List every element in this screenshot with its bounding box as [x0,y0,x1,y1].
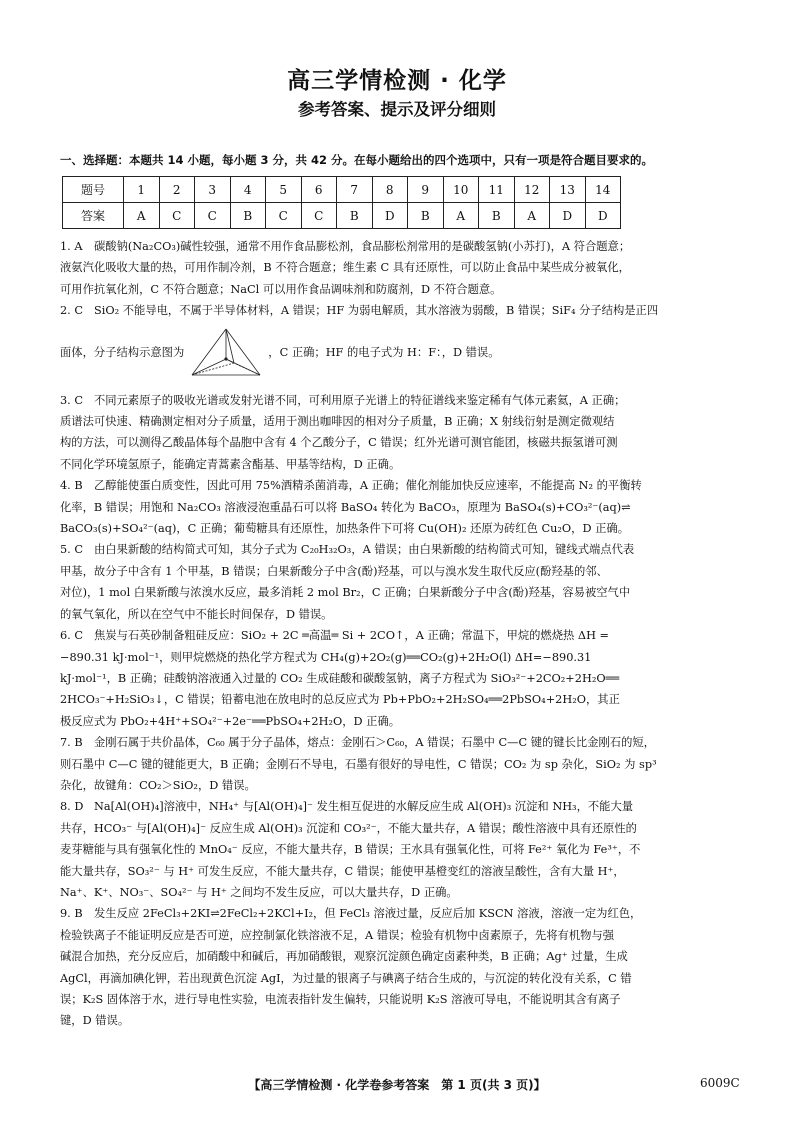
explanation-line: 误；K₂S 固体溶于水，进行导电性实验，电流表指针发生偏转，只能说明 K₂S 溶液可导电，不能说明其含有离子 [60,993,621,1006]
table-cell: 3 [195,177,231,203]
row-label-answer: 答案 [63,203,124,229]
table-cell: D [550,203,586,229]
explanation-line: 共存，HCO₃⁻ 与[Al(OH)₄]⁻ 反应生成 Al(OH)₃ 沉淀和 CO₃²⁻，不能大量共存，A 错误；酸性溶液中具有还原性的 [60,821,637,835]
table-cell: C [195,203,231,229]
question-number: 1. A [60,240,83,253]
question-2 [60,300,742,383]
explanation-line: 不同化学环境氢原子，能确定青蒿素含酯基、甲基等结构，D 正确。 [60,457,401,471]
question-1 [60,236,742,300]
explanation-line: 液氨汽化吸收大量的热，可用作制冷剂，B 不符合题意；维生素 C 具有还原性，可以防止食品中某些成分被氧化， [60,261,630,275]
explanation-line: SiO₂ 不能导电，不属于半导体材料，A 错误；HF 为弱电解质，其水溶液为弱酸，B 错误；SiF₄ 分子结构是正四 [94,304,659,318]
section-heading: 一、选择题：本题共 14 小题，每小题 3 分，共 42 分。在每小题给出的四个选项中，只有一项是符合题目要求的。 [60,153,654,167]
table-cell: 10 [443,177,479,203]
table-cell: 11 [479,177,515,203]
explanation-line: 2HCO₃⁻+H₂SiO₃↓，C 错误；铅蓄电池在放电时的总反应式为 Pb+PbO₂+2H₂SO₄══2PbSO₄+2H₂O，其正 [60,693,620,707]
table-cell: 12 [514,177,550,203]
page-subtitle: 参考答案、提示及评分细则 [298,100,496,119]
table-cell: 1 [124,177,160,203]
explanation-line: 由白果新酸的结构简式可知，其分子式为 C₂₀H₃₂O₃，A 错误；由白果新酸的结构简式可知，键线式端点代表 [94,543,635,557]
explanation-line: −890.31 kJ·mol⁻¹，则甲烷燃烧的热化学方程式为 CH₄(g)+2O₂(g)══CO₂(g)+2H₂O(l) ΔH=−890.31 [60,650,592,664]
explanations [60,236,742,1032]
table-cell: C [266,203,302,229]
answer-table [62,176,621,229]
question-5 [60,539,742,625]
explanation-line: Na[Al(OH)₄]溶液中，NH₄⁺ 与[Al(OH)₄]⁻ 发生相互促进的水解反应生成 Al(OH)₃ 沉淀和 NH₃，不能大量 [94,800,634,814]
explanation-line: 检验铁离子不能证明反应是否可逆，应控制氯化铁溶液不足，A 错误；检验有机物中卤素原子，先将有机物与强 [60,928,615,942]
explanation-line: ，C 正确；HF 的电子式为 H：F：，D 错误。 [268,345,500,359]
table-cell: D [585,203,621,229]
question-7 [60,732,742,796]
explanation-line: 可用作抗氧化剂，C 不符合题意；NaCl 可以用作食品调味剂和防腐剂，D 不符合题意。 [60,282,502,296]
question-9 [60,903,742,1031]
question-number: 2. C [60,304,84,318]
explanation-line: 质谱法可快速、精确测定相对分子质量，适用于测出咖啡因的相对分子质量，B 正确；X 射线衍射是测定微观结 [60,415,615,429]
table-cell: 13 [550,177,586,203]
explanation-line: 极反应式为 PbO₂+4H⁺+SO₄²⁻+2e⁻══PbSO₄+2H₂O，D 正确。 [60,714,401,728]
page-title: 高三学情检测 · 化学 [287,68,507,94]
explanation-line: 面体，分子结构示意图为 [60,345,185,359]
table-row [63,203,621,229]
explanation-line: 则石墨中 C—C 键的键能更大，B 正确；金刚石不导电，石墨有很好的导电性，C 错误；CO₂ 为 sp 杂化，SiO₂ 为 sp³ [60,757,657,771]
question-4 [60,475,742,539]
question-number: 3. C [60,393,84,407]
table-cell: 8 [372,177,408,203]
explanation-line: 构的方法，可以测得乙酸晶体每个晶胞中含有 4 个乙酸分子，C 错误；红外光谱可测官能团，核磁共振氢谱可测 [60,436,618,450]
sif4-structure-diagram [188,325,264,381]
table-row [63,177,621,203]
explanation-line: 碳酸钠(Na₂CO₃)碱性较强，通常不用作食品膨松剂，食品膨松剂常用的是碳酸氢钠(小苏打)，A 符合题意； [94,240,631,253]
table-cell: B [408,203,444,229]
explanation-line: 化率，B 错误；用饱和 Na₂CO₃ 溶液浸泡重晶石可以将 BaSO₄ 转化为 BaCO₃，原理为 BaSO₄(s)+CO₃²⁻(aq)⇌ [60,500,631,514]
table-cell: 6 [301,177,337,203]
explanation-line: 麦芽糖能与具有强氧化性的 MnO₄⁻ 反应，不能大量共存，B 错误；王水具有强氧化性，可将 Fe²⁺ 氧化为 Fe³⁺，不 [60,843,641,857]
table-cell: A [514,203,550,229]
table-cell: C [301,203,337,229]
table-cell: 7 [337,177,373,203]
page-footer: 【高三学情检测 · 化学卷参考答案 第 1 页(共 3 页)】 [248,1078,546,1092]
table-cell: B [337,203,373,229]
table-cell: 5 [266,177,302,203]
table-cell: 9 [408,177,444,203]
question-number: 5. C [60,543,84,557]
explanation-line: 焦炭与石英砂制备粗硅反应：SiO₂ + 2C ═高温═ Si + 2CO↑，A 正确；常温下，甲烷的燃烧热 ΔH = [94,629,609,643]
explanation-line: 甲基，故分子中含有 1 个甲基，B 错误；白果新酸分子中含(酚)羟基，可以与溴水发生取代反应(酚羟基的邻、 [60,564,608,578]
table-cell: D [372,203,408,229]
explanation-line: BaCO₃(s)+SO₄²⁻(aq)，C 正确；葡萄糖具有还原性，加热条件下可将 Cu(OH)₂ 还原为砖红色 Cu₂O，D 正确。 [60,522,630,536]
explanation-line: kJ·mol⁻¹，B 正确；硅酸钠溶液通入过量的 CO₂ 生成硅酸和碳酸氢钠，离子方程式为 SiO₃²⁻+2CO₂+2H₂O══ [60,671,620,685]
question-number: 9. B [60,907,83,921]
paper-code: 6009C [700,1076,740,1090]
explanation-line: AgCl，再滴加碘化钾，若出现黄色沉淀 AgI，为过量的银离子与碘离子结合生成的，与沉淀的转化没有关系，C 错 [60,971,632,985]
explanation-line: 能大量共存，SO₃²⁻ 与 H⁺ 可发生反应，不能大量共存，C 错误；能使甲基橙变红的溶液呈酸性，含有大量 H⁺， [60,864,625,878]
table-cell: A [443,203,479,229]
question-number: 7. B [60,736,83,750]
explanation-line: 不同元素原子的吸收光谱或发射光谱不同，可利用原子光谱上的特征谱线来鉴定稀有气体元素氦，A 正确； [94,393,626,407]
explanation-line: 碱混合加热，充分反应后，加硝酸中和碱后，再加硝酸银，观察沉淀颜色确定卤素种类，B 正确；Ag⁺ 过量，生成 [60,950,628,964]
explanation-line: 发生反应 2FeCl₃+2KI⇌2FeCl₂+2KCl+I₂，但 FeCl₃ 溶液过量，反应后加 KSCN 溶液，溶液一定为红色， [94,907,642,921]
question-3 [60,390,742,476]
table-cell: C [159,203,195,229]
table-cell: 2 [159,177,195,203]
row-label-number: 题号 [63,177,124,203]
table-cell: B [479,203,515,229]
explanation-line: 乙醇能使蛋白质变性，因此可用 75%酒精杀菌消毒，A 正确；催化剂能加快反应速率，不能提高 N₂ 的平衡转 [94,479,642,493]
explanation-line: 杂化，故键角：CO₂＞SiO₂，D 错误。 [60,778,256,792]
explanation-line: 的氧气氧化，所以在空气中不能长时间保存，D 错误。 [60,607,333,621]
question-8 [60,796,742,903]
table-cell: 4 [230,177,266,203]
explanation-line: 对位)，1 mol 白果新酸与浓溴水反应，最多消耗 2 mol Br₂，C 正确；白果新酸分子中含(酚)羟基，容易被空气中 [60,586,631,600]
table-cell: A [124,203,160,229]
table-cell: 14 [585,177,621,203]
table-cell: B [230,203,266,229]
explanation-line: Na⁺、K⁺、NO₃⁻、SO₄²⁻ 与 H⁺ 之间均不发生反应，可以大量共存，D 正确。 [60,885,458,899]
explanation-line: 键，D 错误。 [60,1014,130,1028]
explanation-line: 金刚石属于共价晶体，C₆₀ 属于分子晶体，熔点：金刚石＞C₆₀，A 错误；石墨中 C—C 键的键长比金刚石的短， [94,736,655,750]
question-number: 4. B [60,479,83,493]
question-number: 6. C [60,629,84,643]
question-6 [60,625,742,732]
question-number: 8. D [60,800,84,814]
